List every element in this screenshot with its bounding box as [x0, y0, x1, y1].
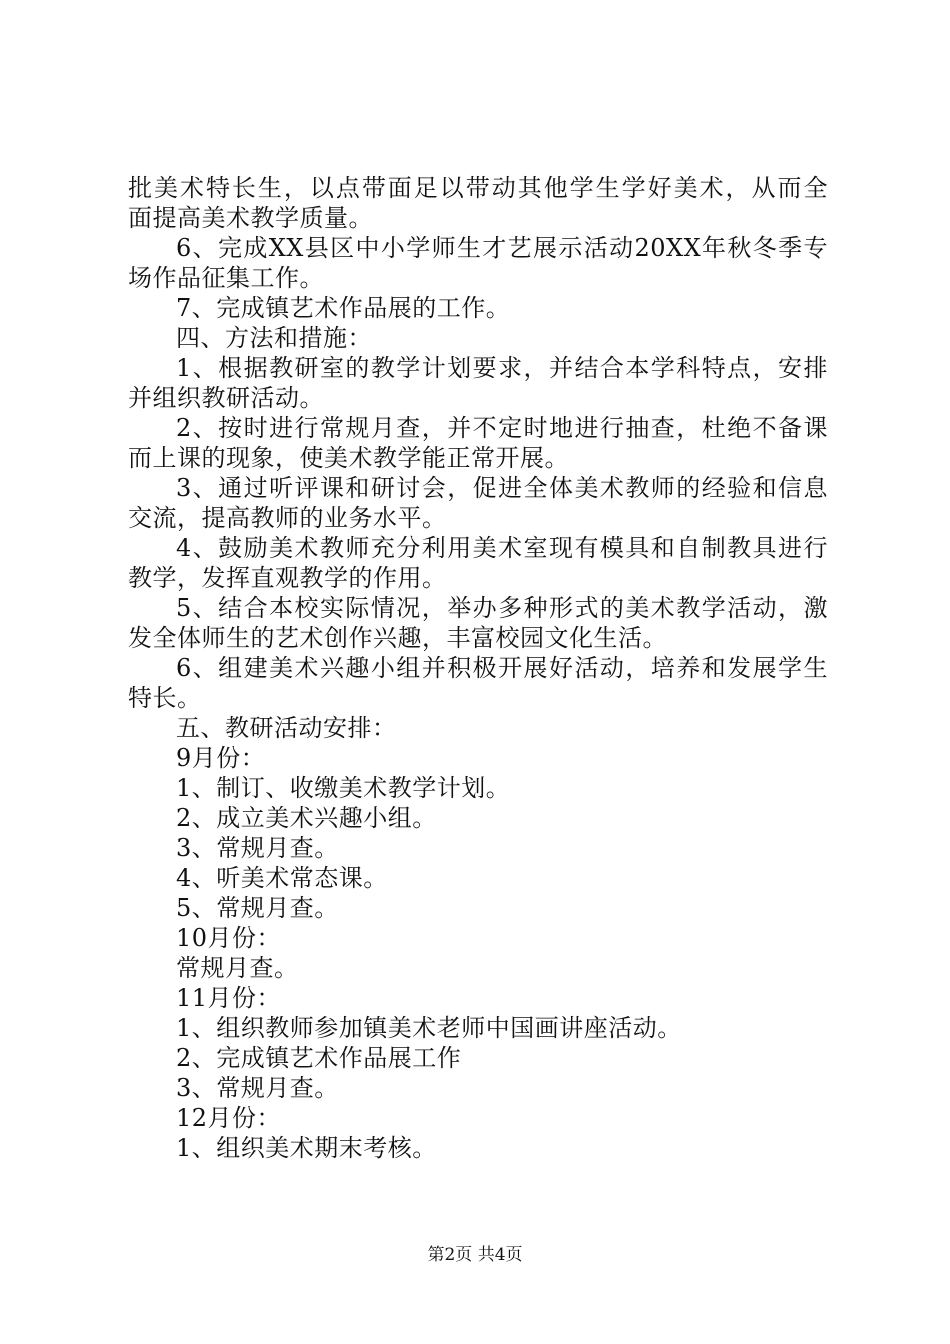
text-line: 7、完成镇艺术作品展的工作。	[176, 294, 511, 322]
text-line: 1、组织教师参加镇美术老师中国画讲座活动。	[176, 1014, 682, 1042]
text-line: 3、常规月查。	[176, 1074, 339, 1102]
text-line: 常规月查。	[176, 954, 299, 982]
text-line: 6、完成XX县区中小学师生才艺展示活动20XX年秋冬季专	[176, 234, 828, 262]
text-line: 2、完成镇艺术作品展工作	[176, 1044, 462, 1072]
document-body	[128, 173, 828, 1163]
text-line: 2、按时进行常规月查，并不定时地进行抽查，杜绝不备课	[176, 414, 828, 442]
page-number: 第2页 共4页	[427, 1245, 523, 1265]
text-line: 面提高美术教学质量。	[128, 204, 373, 232]
text-line: 特长。	[128, 684, 202, 712]
text-line: 1、制订、收缴美术教学计划。	[176, 774, 511, 802]
month-heading: 11月份：	[176, 984, 282, 1012]
text-line: 1、根据教研室的教学计划要求，并结合本学科特点，安排	[176, 354, 828, 382]
section-heading: 五、教研活动安排：	[176, 714, 397, 742]
month-heading: 9月份：	[176, 744, 266, 772]
text-line: 批美术特长生，以点带面足以带动其他学生学好美术，从而全	[128, 174, 828, 202]
section-heading: 四、方法和措施：	[176, 324, 372, 352]
text-line: 教学，发挥直观教学的作用。	[128, 564, 447, 592]
text-line: 6、组建美术兴趣小组并积极开展好活动，培养和发展学生	[176, 654, 828, 682]
text-line: 1、组织美术期末考核。	[176, 1134, 437, 1162]
text-line: 4、鼓励美术教师充分利用美术室现有模具和自制教具进行	[176, 534, 828, 562]
text-line: 5、常规月查。	[176, 894, 339, 922]
text-line: 3、常规月查。	[176, 834, 339, 862]
month-heading: 12月份：	[176, 1104, 282, 1132]
text-line: 并组织教研活动。	[128, 384, 324, 412]
page-footer	[0, 1244, 950, 1266]
text-line: 场作品征集工作。	[128, 264, 324, 292]
text-line: 发全体师生的艺术创作兴趣，丰富校园文化生活。	[128, 624, 667, 652]
text-line: 交流，提高教师的业务水平。	[128, 504, 447, 532]
text-line: 5、结合本校实际情况，举办多种形式的美术教学活动，激	[176, 594, 828, 622]
text-line: 3、通过听评课和研讨会，促进全体美术教师的经验和信息	[176, 474, 828, 502]
text-line: 4、听美术常态课。	[176, 864, 388, 892]
text-line: 2、成立美术兴趣小组。	[176, 804, 437, 832]
text-line: 而上课的现象，使美术教学能正常开展。	[128, 444, 569, 472]
month-heading: 10月份：	[176, 924, 282, 952]
